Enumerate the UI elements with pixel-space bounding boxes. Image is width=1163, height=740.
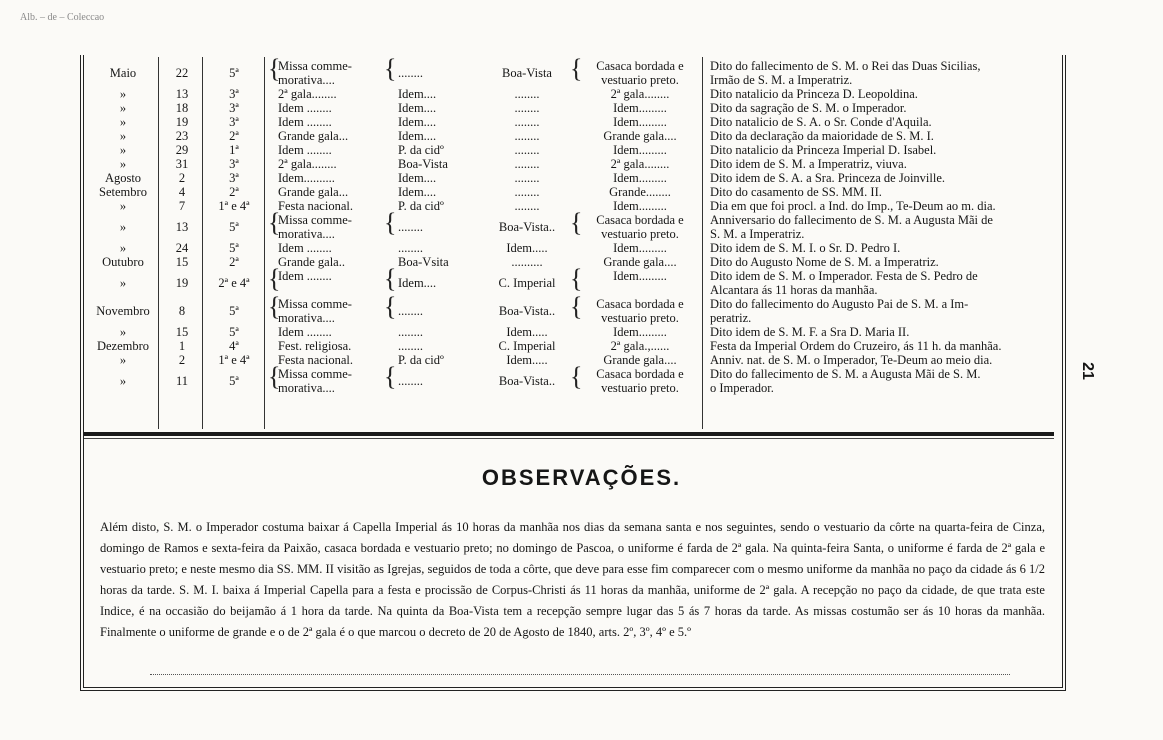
act-cell: morativa.... (278, 311, 335, 325)
weekday-cell: 5ª (229, 304, 239, 318)
weekday-cell: 5ª (229, 241, 239, 255)
location-cell: Boa-Vista.. (498, 220, 556, 234)
dress-cell: Casaca bordada e (596, 297, 684, 311)
location-cell: ........ (514, 199, 540, 213)
act-cell: Festa nacional. (278, 353, 353, 367)
place-cell: ........ (398, 339, 423, 353)
weekday-cell: 5ª (229, 66, 239, 80)
day-cell: 2 (178, 353, 186, 367)
weekday-cell: 3ª (229, 87, 239, 101)
place-cell: Idem.... (398, 87, 437, 101)
description-cell: Dito do fallecimento de S. M. a Augusta Mãi de S. M. (710, 367, 981, 381)
place-cell: ........ (398, 220, 423, 234)
place-cell: ........ (398, 374, 423, 388)
act-brace: { (268, 264, 281, 293)
description-cell: Alcantara ás 11 horas da manhãa. (710, 283, 878, 297)
act-cell: Fest. religiosa. (278, 339, 352, 353)
dress-cell: Idem......... (613, 115, 667, 129)
description-cell: Dito natalicio da Princeza Imperial D. Isabel. (710, 143, 937, 157)
day-cell: 22 (175, 66, 189, 80)
dress-brace: { (570, 208, 583, 237)
description-cell: peratriz. (710, 311, 752, 325)
dress-cell: vestuario preto. (601, 381, 679, 395)
weekday-cell: 3ª (229, 115, 239, 129)
location-cell: Boa-Vista.. (498, 304, 556, 318)
location-cell: ........ (514, 185, 540, 199)
act-cell: Idem ........ (278, 241, 332, 255)
act-cell: Festa nacional. (278, 199, 353, 213)
place-cell: Boa-Vsita (398, 255, 449, 269)
description-cell: Dito do Augusto Nome de S. M. a Imperatriz. (710, 255, 939, 269)
column-divider (702, 57, 703, 429)
location-cell: ........ (514, 171, 540, 185)
location-cell: ........ (514, 129, 540, 143)
act-cell: Idem ........ (278, 143, 332, 157)
place-cell: Idem.... (398, 276, 437, 290)
location-cell: .......... (511, 255, 543, 269)
dress-cell: Grande gala.... (603, 353, 677, 367)
location-cell: ........ (514, 157, 540, 171)
location-cell: Boa-Vista.. (498, 374, 556, 388)
month-cell: Novembro (96, 304, 150, 318)
location-cell: Idem..... (506, 325, 548, 339)
section-divider (84, 438, 1054, 439)
location-cell: ........ (514, 143, 540, 157)
column-divider (264, 57, 265, 429)
day-cell: 19 (175, 276, 189, 290)
act-cell: Idem ........ (278, 115, 332, 129)
description-cell: Dito da declaração da maioridade de S. M. I. (710, 129, 934, 143)
place-cell: Boa-Vista (398, 157, 448, 171)
month-cell: » (119, 87, 127, 101)
month-cell: Maio (109, 66, 137, 80)
act-cell: morativa.... (278, 381, 335, 395)
act-brace: { (268, 292, 281, 321)
day-cell: 2 (178, 171, 186, 185)
description-cell: Dito natalicio da Princeza D. Leopoldina. (710, 87, 918, 101)
month-cell: » (119, 241, 127, 255)
dress-brace: { (570, 54, 583, 83)
location-cell: ........ (514, 87, 540, 101)
day-cell: 15 (175, 255, 189, 269)
act-cell: Idem.......... (278, 171, 335, 185)
description-cell: S. M. a Imperatriz. (710, 227, 805, 241)
act-cell: Missa comme- (278, 297, 352, 311)
place-cell: Idem.... (398, 129, 437, 143)
weekday-cell: 5ª (229, 325, 239, 339)
place-cell: Idem.... (398, 101, 437, 115)
act-cell: Idem ........ (278, 325, 332, 339)
description-cell: Dia em que foi procl. a Ind. do Imp., Te-Deum ao m. dia. (710, 199, 996, 213)
day-cell: 29 (175, 143, 189, 157)
month-cell: » (119, 276, 127, 290)
month-cell: » (119, 157, 127, 171)
observations-text: Além disto, S. M. o Imperador costuma baixar á Capella Imperial ás 10 horas da manhãa nos dias da semana santa e nos seguintes, sendo o vestuario da côrte na quarta-feira de Cinza, domingo de Ramos e sexta-feira da Paixão, casaca bordada e vestuario preto; no domingo de Pascoa, o uniforme é farda de 2ª gala. Na quinta-feira Santa, o uniforme é farda de 2ª gala e vestuario preto; e neste mesmo dia SS. MM. II visitão as Igrejas, seguidos de toda a côrte, que deve para esse fim comparecer com o mesmo uniforme da manhãa no paço da cidade ás 6 1/2 horas da tarde. S. M. I. baixa á Imperial Capella para a festa e procissão de Corpus-Christi ás 11 horas da manhãa, uniforme de 2ª gala. A recepção no paço da cidade, de que trata este Indice, é na occasião do beijamão á 1 hora da tarde. Na quinta da Boa-Vista tem a recepção sempre lugar das 5 ás 7 horas da tarde. As missas costumão ser ás 10 horas da manhãa. Finalmente o uniforme de grande e o de 2ª gala é o que marcou o decreto de 20 de Agosto de 1840, arts. 2º, 3º, 4º e 5.º (100, 520, 1045, 639)
dress-cell: vestuario preto. (601, 73, 679, 87)
dress-brace: { (570, 362, 583, 391)
weekday-cell: 3ª (229, 157, 239, 171)
location-cell: Boa-Vista (502, 66, 552, 80)
dress-cell: Idem......... (613, 269, 667, 283)
column-divider (158, 57, 159, 429)
act-cell: Missa comme- (278, 367, 352, 381)
weekday-cell: 4ª (229, 339, 239, 353)
day-cell: 13 (175, 87, 189, 101)
dress-cell: Idem......... (613, 241, 667, 255)
description-cell: Irmão de S. M. a Imperatriz. (710, 73, 853, 87)
place-cell: P. da cidº (398, 143, 444, 157)
weekday-cell: 3ª (229, 101, 239, 115)
location-cell: C. Imperial (498, 276, 556, 290)
place-cell: ........ (398, 66, 423, 80)
location-cell: ........ (514, 101, 540, 115)
dress-cell: Idem......... (613, 143, 667, 157)
weekday-cell: 5ª (229, 374, 239, 388)
description-cell: Dito idem de S. M. I. o Sr. D. Pedro I. (710, 241, 901, 255)
dress-cell: 2ª gala........ (610, 157, 670, 171)
location-cell: Idem..... (506, 353, 548, 367)
act-cell: 2ª gala........ (278, 157, 337, 171)
description-cell: Dito do fallecimento do Augusto Pai de S. M. a Im- (710, 297, 969, 311)
act-cell: morativa.... (278, 73, 335, 87)
day-cell: 23 (175, 129, 189, 143)
act-cell: Missa comme- (278, 213, 352, 227)
act-cell: Missa comme- (278, 59, 352, 73)
weekday-cell: 2ª (229, 255, 239, 269)
description-cell: Anniv. nat. de S. M. o Imperador, Te-Deum ao meio dia. (710, 353, 993, 367)
act-cell: Grande gala... (278, 185, 349, 199)
month-cell: » (119, 199, 127, 213)
place-cell: P. da cidº (398, 353, 444, 367)
location-cell: C. Imperial (498, 339, 556, 353)
place-brace: { (384, 208, 397, 237)
day-cell: 24 (175, 241, 189, 255)
dress-cell: Casaca bordada e (596, 213, 684, 227)
location-cell: Idem..... (506, 241, 548, 255)
description-cell: Festa da Imperial Ordem do Cruzeiro, ás 11 h. da manhãa. (710, 339, 1002, 353)
page-number: 21 (1078, 362, 1096, 380)
section-divider (84, 432, 1054, 436)
place-cell: Idem.... (398, 171, 437, 185)
act-brace: { (268, 362, 281, 391)
dress-cell: Idem......... (613, 199, 667, 213)
weekday-cell: 1ª e 4ª (218, 199, 250, 213)
month-cell: » (119, 115, 127, 129)
dress-cell: Grande........ (609, 185, 671, 199)
description-cell: Dito idem de S. M. o Imperador. Festa de S. Pedro de (710, 269, 978, 283)
act-cell: morativa.... (278, 227, 335, 241)
weekday-cell: 2ª e 4ª (218, 276, 250, 290)
weekday-cell: 1ª (229, 143, 239, 157)
month-cell: » (119, 101, 127, 115)
weekday-cell: 3ª (229, 171, 239, 185)
place-cell: Idem.... (398, 185, 437, 199)
dress-cell: Idem......... (613, 101, 667, 115)
act-cell: Idem ........ (278, 269, 332, 283)
day-cell: 4 (178, 185, 186, 199)
dress-cell: 2ª gala.,...... (610, 339, 670, 353)
dress-cell: Grande gala.... (603, 255, 677, 269)
dress-cell: vestuario preto. (601, 227, 679, 241)
act-cell: Grande gala.. (278, 255, 345, 269)
description-cell: Dito do fallecimento de S. M. o Rei das Duas Sicilias, (710, 59, 981, 73)
dress-cell: 2ª gala........ (610, 87, 670, 101)
day-cell: 7 (178, 199, 186, 213)
place-brace: { (384, 264, 397, 293)
corner-mark: Alb. ‒ de ‒ Coleccao (20, 12, 105, 23)
description-cell: Dito do casamento de SS. MM. II. (710, 185, 882, 199)
month-cell: » (119, 143, 127, 157)
month-cell: » (119, 220, 127, 234)
footer-rule (150, 668, 1010, 675)
act-brace: { (268, 54, 281, 83)
month-cell: » (119, 374, 127, 388)
dress-cell: Grande gala.... (603, 129, 677, 143)
place-cell: Idem.... (398, 115, 437, 129)
place-brace: { (384, 362, 397, 391)
location-cell: ........ (514, 115, 540, 129)
act-cell: Grande gala... (278, 129, 349, 143)
day-cell: 13 (175, 220, 189, 234)
month-cell: Outubro (102, 255, 144, 269)
day-cell: 19 (175, 115, 189, 129)
day-cell: 31 (175, 157, 189, 171)
description-cell: Dito da sagração de S. M. o Imperador. (710, 101, 907, 115)
day-cell: 8 (178, 304, 186, 318)
day-cell: 1 (178, 339, 186, 353)
description-cell: Dito natalicio de S. A. o Sr. Conde d'Aquila. (710, 115, 932, 129)
month-cell: » (119, 129, 127, 143)
day-cell: 18 (175, 101, 189, 115)
dress-cell: Idem......... (613, 325, 667, 339)
place-brace: { (384, 292, 397, 321)
month-cell: Dezembro (96, 339, 150, 353)
weekday-cell: 2ª (229, 185, 239, 199)
description-cell: Dito idem de S. M. a Imperatriz, viuva. (710, 157, 907, 171)
description-cell: Anniversario do fallecimento de S. M. a Augusta Mãi de (710, 213, 993, 227)
weekday-cell: 1ª e 4ª (218, 353, 250, 367)
description-cell: Dito idem de S. M. F. a Sra D. Maria II. (710, 325, 910, 339)
place-brace: { (384, 54, 397, 83)
weekday-cell: 2ª (229, 129, 239, 143)
place-cell: ........ (398, 304, 423, 318)
act-cell: 2ª gala........ (278, 87, 337, 101)
place-cell: ........ (398, 325, 423, 339)
observations-title: OBSERVAÇÕES. (481, 465, 682, 490)
dress-cell: vestuario preto. (601, 311, 679, 325)
weekday-cell: 5ª (229, 220, 239, 234)
dress-brace: { (570, 264, 583, 293)
day-cell: 15 (175, 325, 189, 339)
act-cell: Idem ........ (278, 101, 332, 115)
place-cell: ........ (398, 241, 423, 255)
month-cell: » (119, 353, 127, 367)
column-divider (202, 57, 203, 429)
place-cell: P. da cidº (398, 199, 444, 213)
dress-brace: { (570, 292, 583, 321)
description-cell: o Imperador. (710, 381, 774, 395)
dress-cell: Casaca bordada e (596, 59, 684, 73)
dress-cell: Casaca bordada e (596, 367, 684, 381)
month-cell: Agosto (104, 171, 142, 185)
act-brace: { (268, 208, 281, 237)
description-cell: Dito idem de S. A. a Sra. Princeza de Joinville. (710, 171, 946, 185)
month-cell: » (119, 325, 127, 339)
dress-cell: Idem......... (613, 171, 667, 185)
month-cell: Setembro (99, 185, 147, 199)
day-cell: 11 (175, 374, 189, 388)
